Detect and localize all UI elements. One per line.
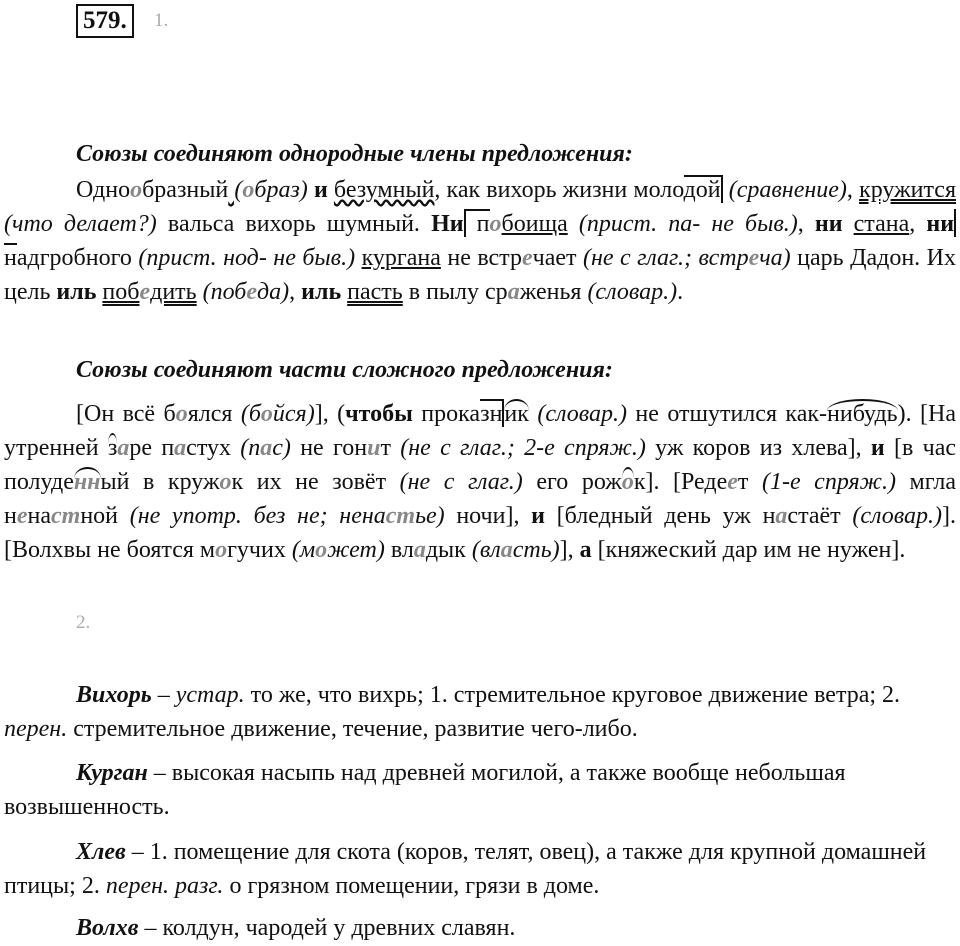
definition-volkhv: Волхв – колдун, чародей у древних славян.: [76, 915, 516, 941]
exercise-number: 579.: [76, 4, 134, 38]
section2-paragraph: [Он всё боялся (бойся)], (чтобы проказник (словар.) не отшутился как-нибудь). [На утренней заре пастух (пас) не гонит (не с глаг.; 2-е спряж.) уж коров из хлева], и [в час полуденный в кружок их не зовёт (не с глаг.) его рожок]. [Редеет (1-е спряж.) мгла ненастной (не употр. без не; ненастье) ночи], и [бледный день уж настаёт (словар.)]. [Волхвы не боятся могучих (может) владык (власть)], а [княжеский дар им не нужен].: [4, 401, 957, 563]
part-1-marker: 1.: [154, 10, 169, 31]
definition-vikhor: Вихорь – устар. то же, что вихрь; 1. стремительное круговое движение ветра; 2. перен. стремительное движение, течение, развитие чего-либо.: [4, 682, 901, 742]
part-2-marker: 2.: [76, 612, 91, 633]
section1-heading: Союзы соединяют однородные члены предложения:: [76, 141, 633, 167]
definition-kurgan: Курган – высокая насыпь над древней могилой, а также вообще небольшая возвышенность.: [4, 760, 846, 820]
definition-khlev: Хлев – 1. помещение для скота (коров, телят, овец), а также для крупной домашней птицы; 2. перен. разг. о грязном помещении, грязи в доме.: [4, 839, 927, 899]
section1-paragraph: Однообразный (образ) и безумный, как вихорь жизни молодой (сравнение), кружится (что делает?) вальса вихорь шумный. Ни побоища (прист. па- не быв.), ни стана, ни надгробного (прист. нод- не быв.) кургана не встречает (не с глаг.; встреча) царь Дадон. Их цель иль победить (победа), иль пасть в пылу сраженья (словар.).: [4, 177, 956, 305]
section2-heading: Союзы соединяют части сложного предложения:: [76, 357, 613, 383]
